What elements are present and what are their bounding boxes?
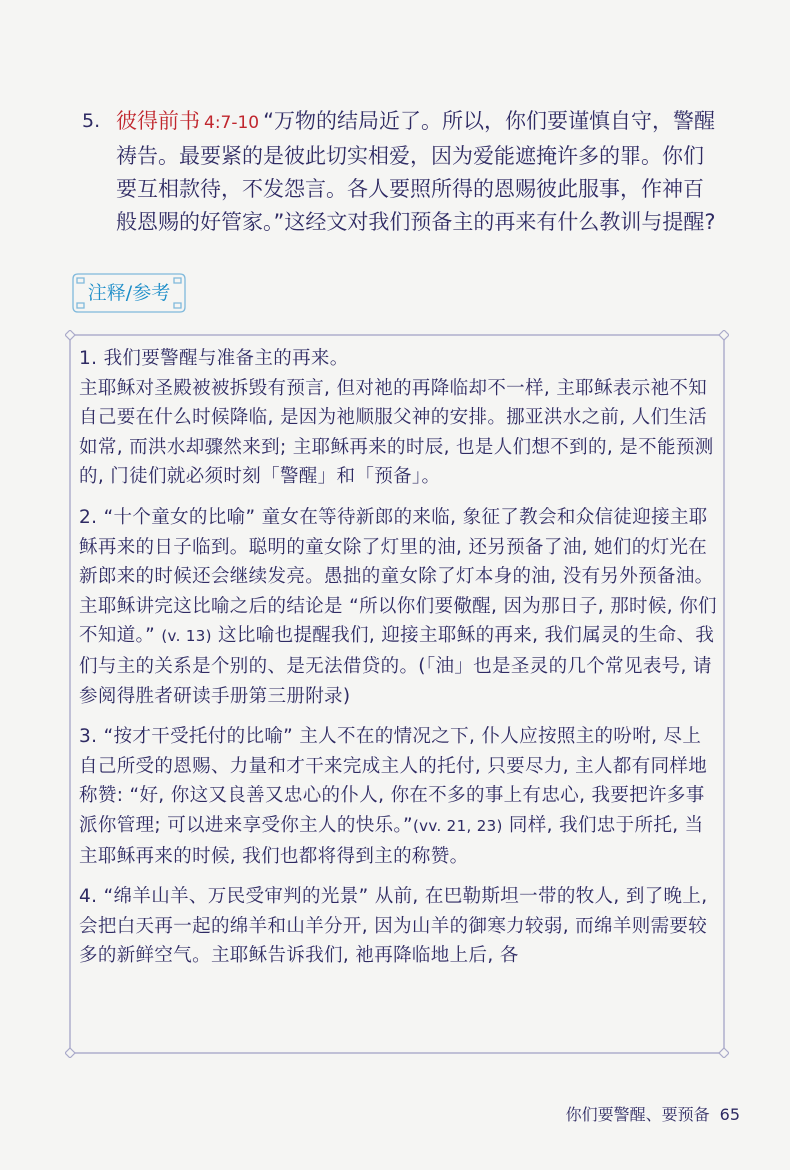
question-text: “万物的结局近了。所以，你们要谨慎自守，警醒祷告。最要紧的是彼此切实相爱，因为爱能遮掩许多的罪。你们要互相款待，不发怨言。各人要照所得的恩赐彼此服事，作神百般恩赐的好管家。”这经文对我们预备主的再来有什么教训与提醒? bbox=[116, 109, 716, 234]
question-body bbox=[116, 105, 722, 239]
note-4-text: 4. “绵羊山羊、万民受审判的光景” 从前, 在巴勒斯坦一带的牧人, 到了晚上, 会把白天再一起的绵羊和山羊分开, 因为山羊的御寒力较弱, 而绵羊则需要较多的新鲜空气。主耶稣告诉我们, 祂再降临地上后, 各 bbox=[79, 886, 708, 967]
note-3-ref: (vv. 21, 23) bbox=[412, 816, 503, 835]
question-number: 5. bbox=[82, 110, 101, 132]
note-3-text-cont: 同样, 我们忠于所托, 当主耶稣再来的时候, 我们也都将得到主的称赞。 bbox=[79, 814, 704, 867]
note-1-body: 主耶稣对圣殿被被拆毁有预言, 但对祂的再降临却不一样, 主耶稣表示祂不知自己要在什么时候降临, 是因为祂顺服父神的安排。挪亚洪水之前, 人们生活如常, 而洪水却骤然来到; 主耶稣再来的时辰, 也是人们想不到的, 是不能预测的, 门徒们就必须时刻「警醒」和「预备」。 bbox=[79, 377, 714, 488]
note-2-text-cont: 这比喻也提醒我们, 迎接主耶稣的再来, 我们属灵的生命、我们与主的关系是个别的、是无法借贷的。(「油」也是圣灵的几个常见表号, 请参阅得胜者研读手册第三册附录) bbox=[79, 625, 715, 707]
notes-tag-label: 注释/参考 bbox=[87, 282, 171, 304]
notes-tag bbox=[72, 273, 186, 313]
scripture-verse: 4:7-10 bbox=[204, 113, 260, 133]
page-number: 65 bbox=[719, 1105, 740, 1124]
scripture-book: 彼得前书 bbox=[116, 109, 200, 133]
note-2-ref: (v. 13) bbox=[161, 627, 212, 646]
page-footer bbox=[566, 1102, 740, 1125]
notes-box bbox=[65, 330, 729, 1058]
note-item-2 bbox=[79, 503, 719, 711]
note-1-heading: 1. 我们要警醒与准备主的再来。 bbox=[79, 348, 349, 369]
note-2-text: 2. “十个童女的比喻” 童女在等待新郎的来临, 象征了教会和众信徒迎接主耶稣再来的日子临到。聪明的童女除了灯里的油, 还另预备了油, 她们的灯光在新郎来的时候还会继续发亮。愚拙的童女除了灯本身的油, 没有另外预备油。主耶稣讲完这比喻之后的结论是 “所以你们要儆醒, 因为那日子, 那时候, 你们不知道。” bbox=[79, 506, 717, 647]
note-item-4 bbox=[79, 882, 719, 971]
note-3-text: 3. “按才干受托付的比喻” 主人不在的情况之下, 仆人应按照主的吩咐, 尽上自己所受的恩赐、力量和才干来完成主人的托付, 只要尽力, 主人都有同样地称赞: “好, 你这又良善又忠心的仆人, 你在不多的事上有忠心, 我要把许多事派你管理; 可以进来享受你主人的快乐。” bbox=[79, 726, 708, 836]
note-item-3 bbox=[79, 722, 719, 871]
question-5 bbox=[82, 105, 722, 239]
note-item-1 bbox=[79, 344, 719, 492]
notes-content bbox=[79, 344, 719, 982]
running-title: 你们要警醒、要预备 bbox=[565, 1105, 710, 1124]
